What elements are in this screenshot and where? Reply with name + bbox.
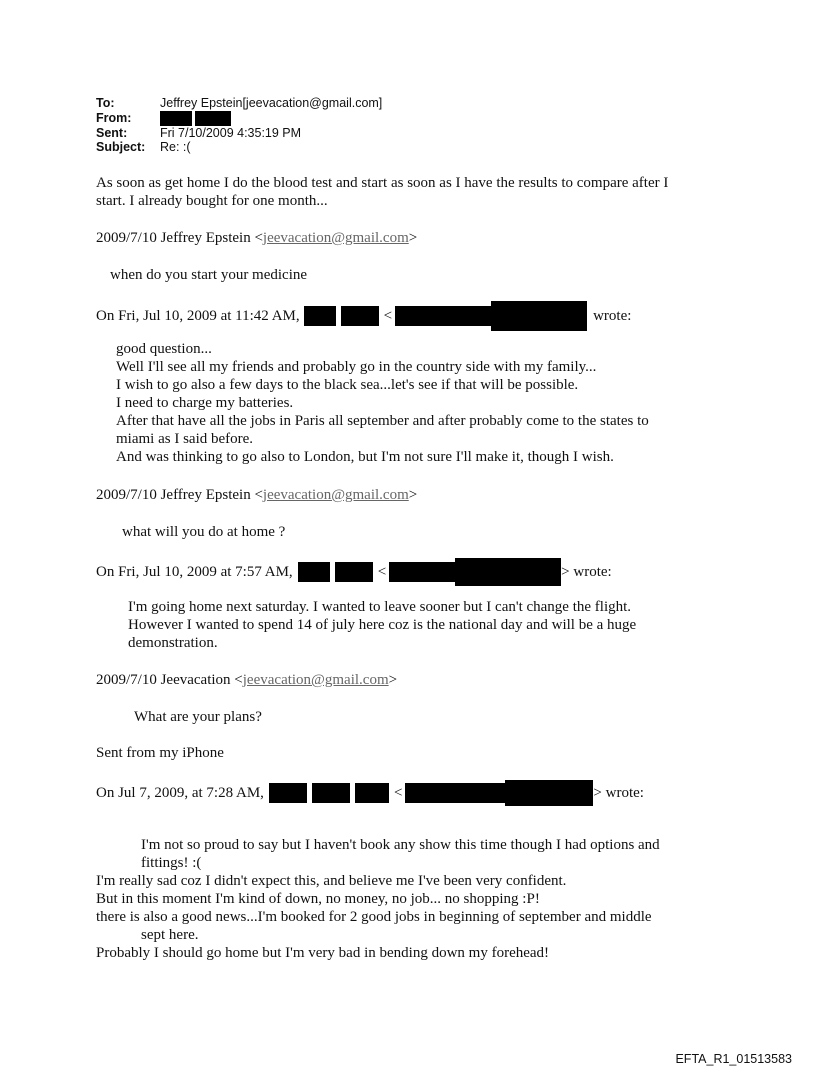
quoted-line: I'm really sad coz I didn't expect this, and believe me I've been very confident.: [96, 873, 567, 889]
sent-row: [96, 126, 382, 141]
to-value: Jeffrey Epstein[jeevacation@gmail.com]: [160, 96, 383, 110]
subject-label: Subject:: [96, 140, 146, 154]
attribution-line-2: [96, 486, 417, 504]
wrote-line-1: [96, 301, 631, 331]
quoted-line: And was thinking to go also to London, but I'm not sure I'll make it, though I wish.: [116, 449, 614, 465]
attribution-line-3: [96, 671, 397, 689]
quoted-question-3: What are your plans?: [134, 709, 262, 725]
wrote-line-2: [96, 558, 612, 586]
quoted-block-2: [128, 598, 636, 652]
wrote-lt: <: [393, 785, 403, 801]
wrote-prefix: On Fri, Jul 10, 2009 at 11:42 AM,: [96, 308, 300, 324]
attribution-prefix: 2009/7/10 Jeevacation <: [96, 672, 243, 688]
email-link[interactable]: jeevacation@gmail.com: [262, 487, 409, 503]
quoted-line: there is also a good news...I'm booked for 2 good jobs in beginning of september and middle: [96, 909, 652, 925]
redaction-block: [405, 783, 505, 803]
quoted-line: I'm not so proud to say but I haven't book any show this time though I had options and: [141, 837, 660, 853]
quoted-line: Well I'll see all my friends and probably go in the country side with my family...: [116, 359, 597, 375]
redaction-block: [195, 111, 231, 126]
redaction-block: [395, 306, 491, 326]
sent-value: Fri 7/10/2009 4:35:19 PM: [160, 125, 302, 140]
redaction-block: [160, 111, 192, 126]
attribution-suffix: >: [388, 672, 398, 688]
quoted-line: However I wanted to spend 14 of july here coz is the national day and will be a huge: [128, 617, 637, 633]
to-row: [96, 96, 382, 111]
attribution-prefix: 2009/7/10 Jeffrey Epstein <: [96, 487, 263, 503]
redaction-block: [312, 783, 350, 803]
subject-value: Re: :(: [160, 140, 191, 154]
quoted-line: miami as I said before.: [116, 431, 254, 447]
wrote-lt: <: [383, 308, 393, 324]
reply-line-1: As soon as get home I do the blood test and start as soon as I have the results to compare after I: [96, 175, 669, 191]
redaction-block: [335, 562, 373, 582]
from-label: From:: [96, 110, 132, 125]
redaction-block: [491, 301, 587, 331]
wrote-prefix: On Jul 7, 2009, at 7:28 AM,: [96, 785, 264, 801]
redaction-block: [341, 306, 379, 326]
quoted-block-1: [116, 340, 649, 466]
wrote-suffix: wrote:: [593, 308, 632, 324]
reply-paragraph: [96, 174, 668, 210]
attribution-suffix: >: [408, 230, 418, 246]
wrote-line-3: [96, 780, 644, 806]
quoted-line: good question...: [116, 341, 212, 357]
signature: Sent from my iPhone: [96, 745, 224, 761]
quoted-line: But in this moment I'm kind of down, no money, no job... no shopping :P!: [96, 891, 540, 907]
quoted-line: fittings! :(: [141, 855, 202, 871]
subject-row: [96, 140, 382, 155]
redaction-block: [455, 558, 561, 586]
redaction-block: [298, 562, 330, 582]
redaction-block: [269, 783, 307, 803]
from-row: [96, 111, 382, 126]
redaction-block: [389, 562, 455, 582]
quoted-line: I'm going home next saturday. I wanted to leave sooner but I can't change the flight.: [128, 599, 632, 615]
email-link[interactable]: jeevacation@gmail.com: [262, 230, 409, 246]
sent-label: Sent:: [96, 125, 128, 140]
reply-line-2: start. I already bought for one month...: [96, 193, 328, 209]
quoted-line: I need to charge my batteries.: [116, 395, 294, 411]
quoted-question-1: when do you start your medicine: [110, 267, 308, 283]
redaction-block: [505, 780, 593, 806]
wrote-lt: <: [377, 564, 387, 580]
quoted-line: demonstration.: [128, 635, 218, 651]
quoted-line: Probably I should go home but I'm very bad in bending down my forehead!: [96, 945, 550, 961]
quoted-line: I wish to go also a few days to the black sea...let's see if that will be possible.: [116, 377, 579, 393]
wrote-suffix: > wrote:: [561, 564, 612, 580]
redaction-block: [355, 783, 389, 803]
quoted-block-3: [96, 836, 660, 962]
quoted-line: After that have all the jobs in Paris all september and after probably come to the states to: [116, 413, 649, 429]
quoted-line: sept here.: [141, 927, 199, 943]
redaction-block: [304, 306, 336, 326]
email-header: [96, 96, 382, 155]
attribution-suffix: >: [408, 487, 418, 503]
document-id: EFTA_R1_01513583: [675, 1052, 792, 1066]
attribution-line-1: [96, 229, 417, 247]
attribution-prefix: 2009/7/10 Jeffrey Epstein <: [96, 230, 263, 246]
wrote-suffix: > wrote:: [593, 785, 644, 801]
wrote-prefix: On Fri, Jul 10, 2009 at 7:57 AM,: [96, 564, 293, 580]
email-link[interactable]: jeevacation@gmail.com: [242, 672, 389, 688]
to-label: To:: [96, 96, 115, 110]
quoted-question-2: what will you do at home ?: [122, 524, 286, 540]
